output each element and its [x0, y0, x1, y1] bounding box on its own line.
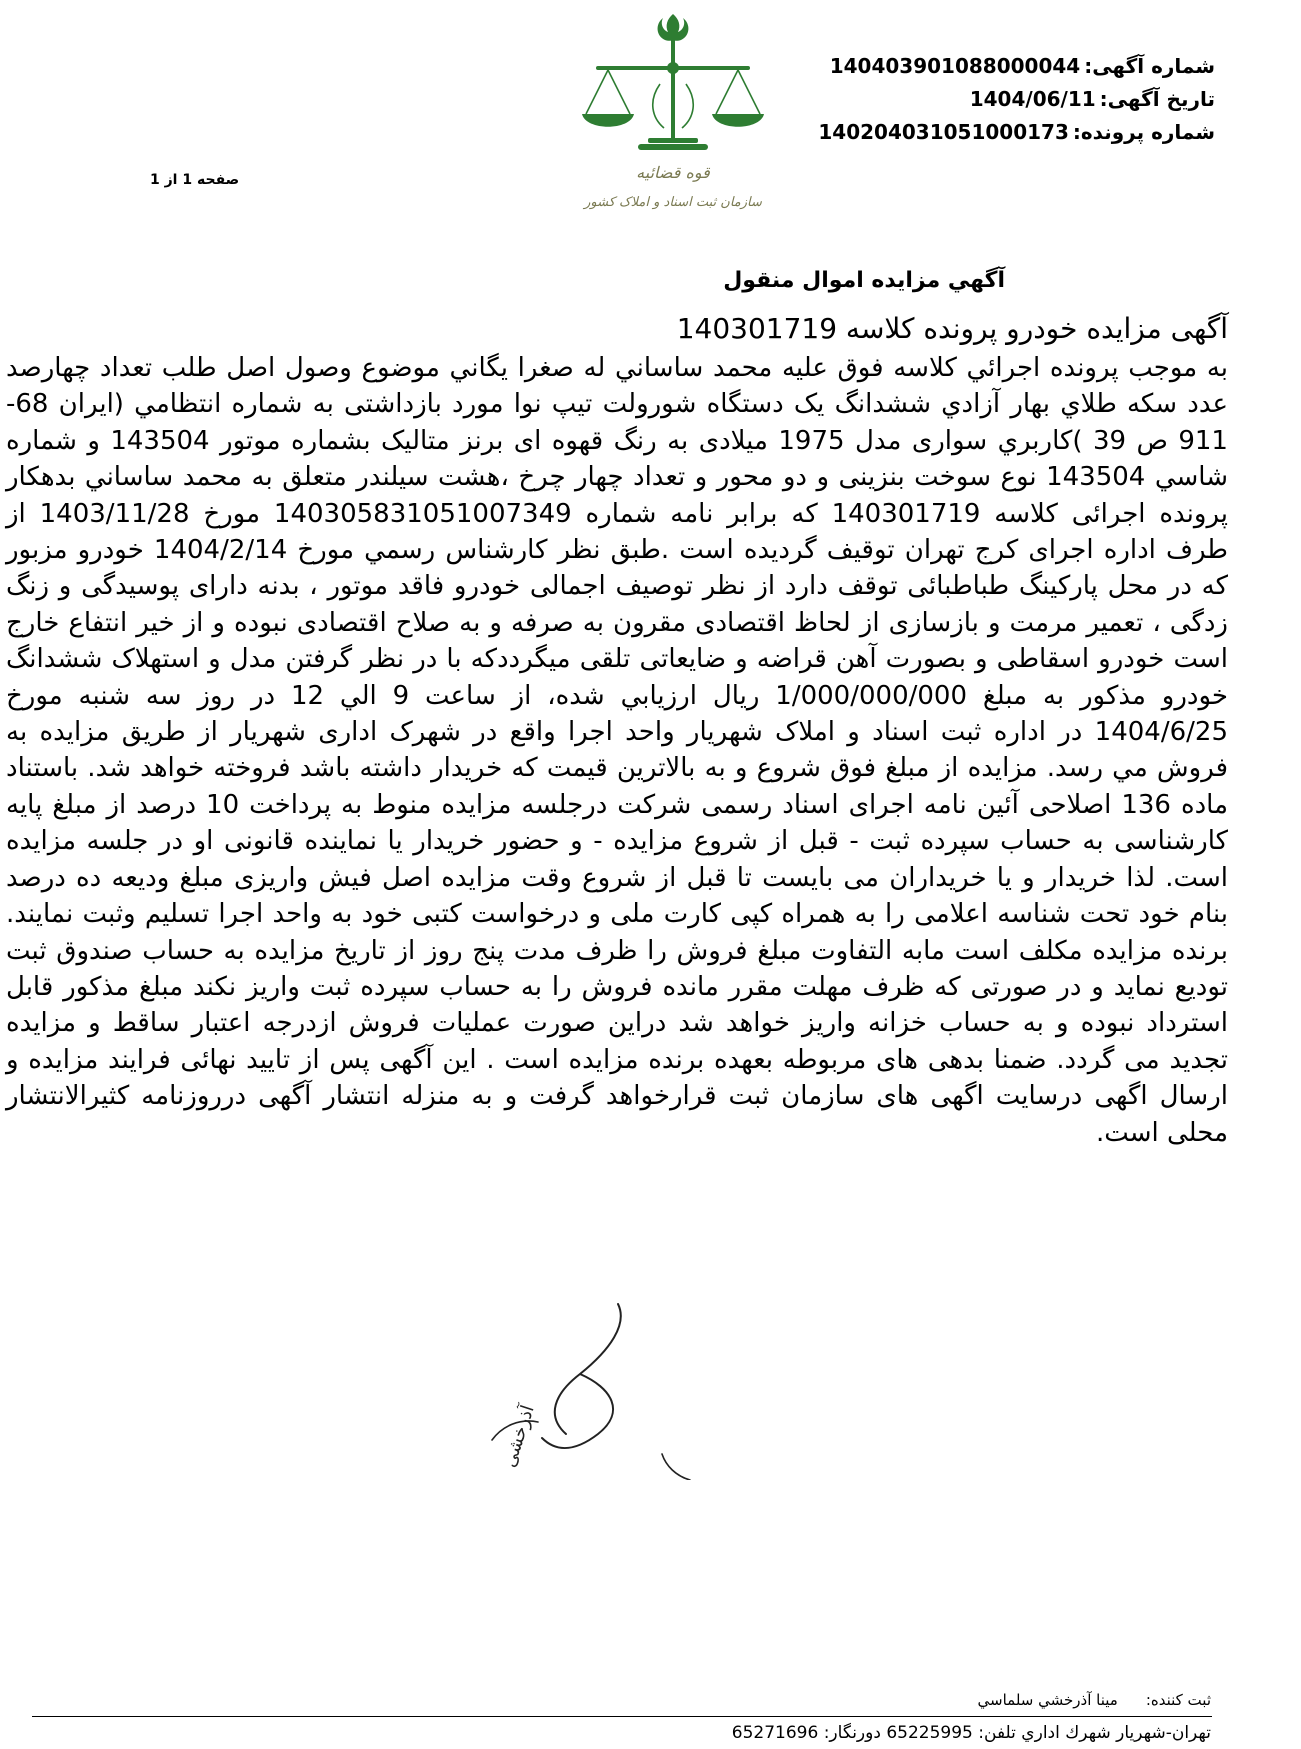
notice-body: به موجب پرونده اجرائي کلاسه فوق عليه محمد ساساني له صغرا يگاني موضوع وصول اصل طلب تعداد چهارصد عدد سکه طلاي بهار آزادي ششدانگ یک دستگاه شورولت تیپ نوا مورد بازداشتی به شماره انتظامي (ايران 68- 911 ص 39 )کاربري سواری مدل 1975 میلادی به رنگ قهوه ای برنز متالیک بشماره موتور 143504 و شماره شاسي 143504 نوع سوخت بنزینی و دو محور و تعداد چهار چرخ ،هشت سیلندر متعلق به محمد ساساني بدهکار پرونده اجرائی کلاسه 140301719 که برابر نامه شماره 140305831051007349 مورخ 1403/11/28 از طرف اداره اجرای کرج تهران توقیف گردیده است .طبق نظر کارشناس رسمي مورخ 1404/2/14 خودرو مزبور که در محل پارکینگ طباطبائی توقف دارد از نظر توصیف اجمالی خودرو فاقد موتور ، بدنه دارای پوسیدگی و زنگ زدگی ، تعمیر مرمت و بازسازی از لحاظ اقتصادی مقرون به صرفه و به صلاح اقتصادی نبوده و از خیر انتفاع خارج است خودرو اسقاطی و بصورت آهن قراضه و ضایعاتی تلقی میگرددکه با در نظر گرفتن مدل و استهلاک ششدانگ خودرو مذکور به مبلغ 1/000/000/000 ریال ارزيابي شده، از ساعت 9 الي 12 در روز سه شنبه مورخ 1404/6/25 در اداره ثبت اسناد و املاک شهریار واحد اجرا واقع در شهرک اداری شهریار از طريق مزايده به فروش مي رسد. مزايده از مبلغ فوق شروع و به بالاترين قيمت که خريدار داشته باشد فروخته خواهد شد. باستناد ماده 136 اصلاحی آئین نامه اجرای اسناد رسمی شرکت درجلسه مزایده منوط به پرداخت 10 درصد از مبلغ پایه کارشناسی به حساب سپرده ثبت - قبل از شروع مزایده - و حضور خریدار یا نماینده قانونی او در جلسه مزایده است. لذا خریدار و یا خریداران می بایست تا قبل از شروع وقت مزایده اصل فیش واریزی مبلغ ودیعه ده درصد بنام خود تحت شناسه اعلامی را به همراه کپی کارت ملی و درخواست کتبی خود به واحد اجرا تسلیم وثبت نمایند. برنده مزایده مکلف است مابه التفاوت مبلغ فروش را ظرف مدت پنج روز از تاریخ مزایده به حساب صندوق ثبت تودیع نماید و در صورتی که ظرف مهلت مقرر مانده فروش را به حساب سپرده ثبت واریز نکند مبلغ مذکور قابل استرداد نبوده و به حساب خزانه واریز خواهد شد دراین صورت عملیات فروش ازدرجه اعتبار ساقط و مزایده تجدید می گردد. ضمنا بدهی های مربوطه بعهده برنده مزایده است . این آگهی پس از تایید نهائی فرایند مزایده و ارسال اگهی درسایت اگهی های سازمان ثبت قرارخواهد گرفت و به منزله انتشار آگهی درروزنامه کثیرالانتشار محلی است. — [6, 353, 1229, 1148]
notice-date: 1404/06/11 — [969, 87, 1096, 111]
signature — [480, 1300, 710, 1480]
notice-date-label: تاریخ آگهی: — [1099, 87, 1215, 111]
notice-number: 140403901088000044 — [829, 54, 1081, 78]
registrar-name: مینا آذرخشي سلماسي — [977, 1691, 1118, 1709]
signature-text: آذرخشی — [498, 1402, 539, 1470]
page-number: صفحه 1 از 1 — [150, 172, 240, 188]
case-number-row — [818, 116, 1215, 149]
emblem-line-1: قوه قضائیه — [636, 163, 710, 182]
case-number-label: شماره پرونده: — [1072, 120, 1215, 144]
page-title: آگهي مزايده اموال منقول — [723, 268, 1005, 293]
registrar — [978, 1691, 1211, 1709]
notice-subtitle: آگهی مزایده خودرو پرونده کلاسه 140301719 — [676, 312, 1228, 345]
judiciary-scales-icon — [568, 6, 778, 231]
notice-number-row — [818, 50, 1215, 83]
notice-date-row — [818, 83, 1215, 116]
notice-number-label: شماره آگهی: — [1084, 54, 1215, 78]
notice-meta — [818, 50, 1215, 149]
footer-divider — [32, 1716, 1212, 1717]
emblem-line-2: سازمان ثبت اسناد و املاک کشور — [584, 195, 762, 210]
registrar-label: ثبت کننده: — [1145, 1691, 1211, 1709]
case-number: 140204031051000173 — [818, 120, 1069, 144]
footer-contact: تهران-شهريار شهرك اداري تلفن: 65225995 دورنگار: 65271696 — [731, 1723, 1211, 1743]
